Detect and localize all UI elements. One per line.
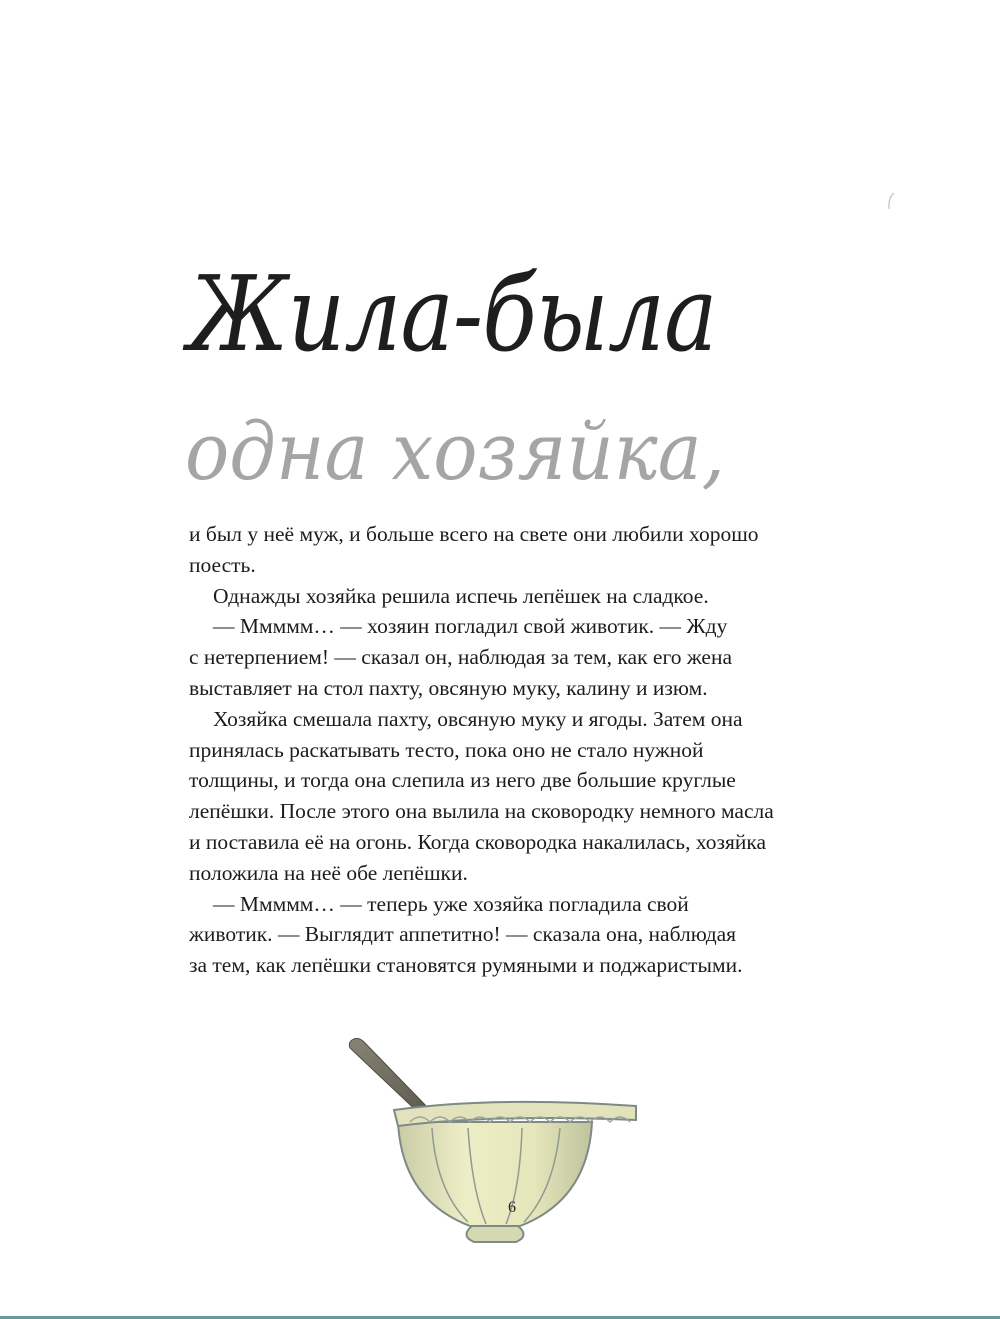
text-line: — Ммммм… — хозяин погладил свой животик. — Жду (213, 614, 728, 639)
text-line: за тем, как лепёшки становятся румяными и поджаристыми. (189, 953, 743, 978)
text-line: Хозяйка смешала пахту, овсяную муку и ягоды. Затем она (213, 706, 743, 731)
paragraph-3 (189, 611, 849, 703)
text-line: положила на неё обе лепёшки. (189, 860, 468, 885)
heading-line-2: одна хозяйка, (185, 405, 726, 498)
text-line: и поставила её на огонь. Когда сковородка накалилась, хозяйка (189, 829, 767, 854)
paragraph-1 (189, 519, 849, 581)
page-number: 6 (508, 1199, 516, 1216)
text-line: выставляет на стол пахту, овсяную муку, калину и изюм. (189, 675, 708, 700)
text-line: животик. — Выглядит аппетитно! — сказала она, наблюдая (189, 922, 737, 947)
text-line: — Ммммм… — теперь уже хозяйка погладила свой (213, 891, 689, 916)
heading-line-1: Жила-была (188, 253, 717, 375)
text-line: принялась раскатывать тесто, пока оно не стало нужной (189, 737, 704, 762)
text-line: поесть. (189, 552, 256, 577)
paragraph-5 (189, 889, 849, 981)
text-line: и был у неё муж, и больше всего на свете они любили хорошо (189, 522, 759, 546)
story-text (189, 519, 849, 981)
stray-mark (886, 192, 896, 210)
paragraph-4 (189, 704, 849, 889)
text-line: с нетерпением! — сказал он, наблюдая за тем, как его жена (189, 645, 733, 670)
text-line: Однажды хозяйка решила испечь лепёшек на сладкое. (213, 583, 709, 608)
mixing-bowl-with-spoon-icon (340, 1030, 650, 1255)
text-line: толщины, и тогда она слепила из него две большие круглые (189, 768, 736, 793)
text-line: лепёшки. После этого она вылила на сковородку немного масла (189, 799, 774, 824)
paragraph-2 (189, 581, 849, 612)
